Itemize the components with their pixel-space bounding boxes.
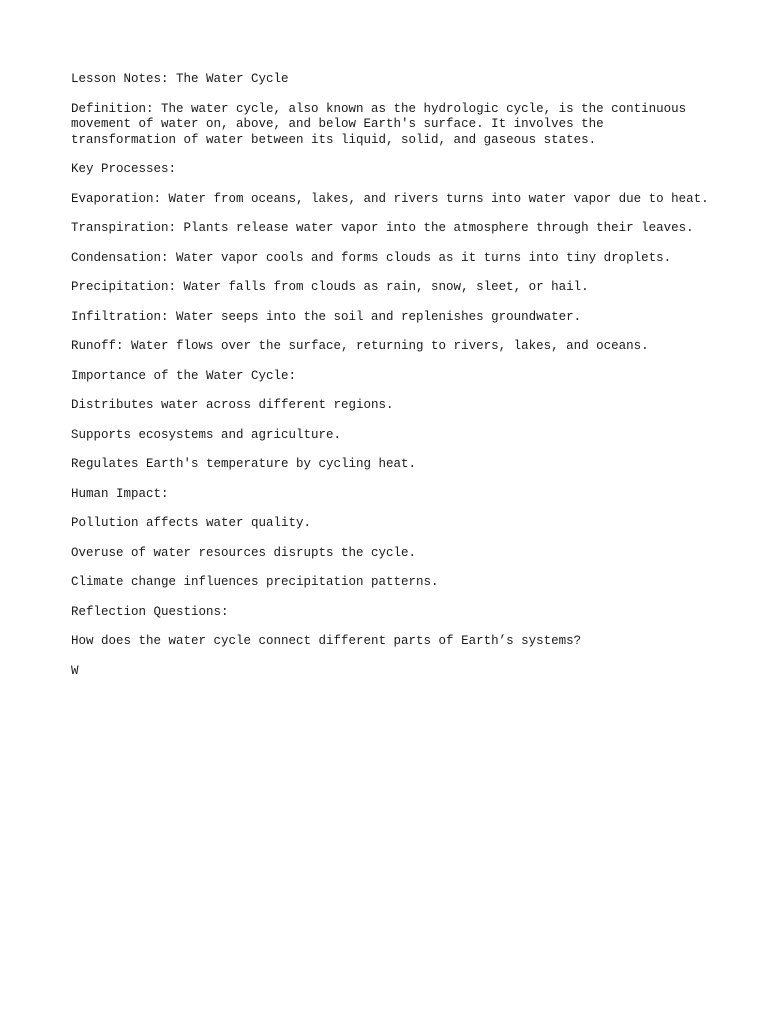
- human-impact-item: Climate change influences precipitation patterns.: [71, 575, 439, 589]
- document-body[interactable]: [71, 72, 711, 693]
- process-runoff: Runoff: Water flows over the surface, returning to rivers, lakes, and oceans.: [71, 339, 649, 353]
- reflection-heading: Reflection Questions:: [71, 604, 229, 619]
- definition-paragraph: Definition: The water cycle, also known as the hydrologic cycle, is the continuous movement of water on, above, and below Earth's surface. It involves the transformation of water between its liquid, solid, and gaseous states.: [71, 101, 694, 147]
- importance-item: Regulates Earth's temperature by cycling heat.: [71, 457, 417, 471]
- human-impact-heading: Human Impact:: [71, 486, 169, 501]
- importance-item: Supports ecosystems and agriculture.: [71, 427, 342, 442]
- process-condensation: Condensation: Water vapor cools and forms clouds as it turns into tiny droplets.: [71, 250, 672, 265]
- process-evaporation: Evaporation: Water from oceans, lakes, and rivers turns into water vapor due to heat.: [71, 191, 709, 206]
- process-infiltration: Infiltration: Water seeps into the soil and replenishes groundwater.: [71, 309, 582, 324]
- reflection-question: How does the water cycle connect different parts of Earth’s systems?: [71, 634, 582, 648]
- process-precipitation: Precipitation: Water falls from clouds as rain, snow, sleet, or hail.: [71, 280, 589, 294]
- importance-item: Distributes water across different regions.: [71, 398, 394, 412]
- trailing-text: W: [71, 663, 79, 678]
- importance-heading: Importance of the Water Cycle:: [71, 368, 297, 383]
- human-impact-item: Pollution affects water quality.: [71, 516, 312, 530]
- human-impact-item: Overuse of water resources disrupts the cycle.: [71, 545, 417, 560]
- document-title: Lesson Notes: The Water Cycle: [71, 72, 289, 86]
- process-transpiration: Transpiration: Plants release water vapor into the atmosphere through their leaves.: [71, 221, 694, 235]
- key-processes-heading: Key Processes:: [71, 162, 177, 176]
